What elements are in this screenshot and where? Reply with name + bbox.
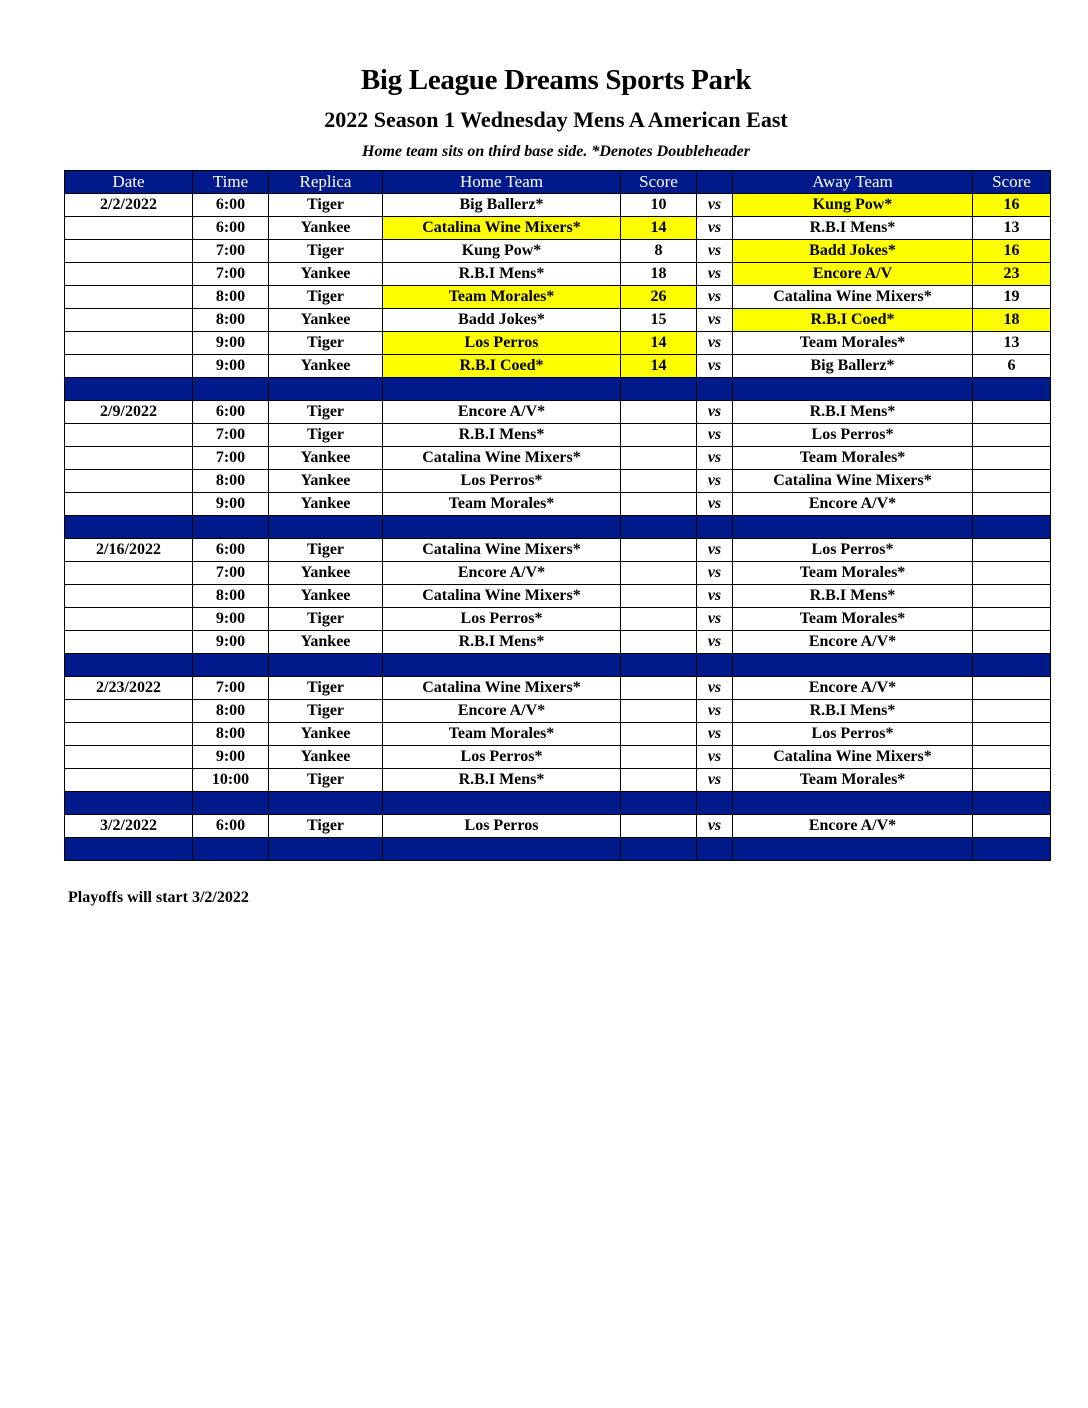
col-header-away-score: Score bbox=[973, 171, 1051, 194]
game-date bbox=[65, 309, 193, 332]
col-header-home-team: Home Team bbox=[383, 171, 621, 194]
separator-cell bbox=[193, 792, 269, 815]
vs-label: vs bbox=[697, 700, 733, 723]
game-field: Yankee bbox=[269, 585, 383, 608]
home-team: Encore A/V* bbox=[383, 700, 621, 723]
col-header-home-score: Score bbox=[621, 171, 697, 194]
table-row bbox=[65, 539, 1051, 562]
home-score bbox=[621, 700, 697, 723]
game-field: Tiger bbox=[269, 401, 383, 424]
separator-cell bbox=[973, 516, 1051, 539]
separator-cell bbox=[65, 838, 193, 861]
vs-label: vs bbox=[697, 470, 733, 493]
game-time: 7:00 bbox=[193, 263, 269, 286]
home-team: R.B.I Mens* bbox=[383, 769, 621, 792]
game-time: 6:00 bbox=[193, 194, 269, 217]
separator-cell bbox=[973, 792, 1051, 815]
game-date bbox=[65, 746, 193, 769]
home-team: Badd Jokes* bbox=[383, 309, 621, 332]
game-field: Yankee bbox=[269, 263, 383, 286]
table-row bbox=[65, 700, 1051, 723]
game-field: Tiger bbox=[269, 332, 383, 355]
game-date bbox=[65, 631, 193, 654]
vs-label: vs bbox=[697, 355, 733, 378]
home-team: Team Morales* bbox=[383, 286, 621, 309]
game-field: Tiger bbox=[269, 700, 383, 723]
away-team: Catalina Wine Mixers* bbox=[733, 746, 973, 769]
game-date bbox=[65, 723, 193, 746]
separator-cell bbox=[65, 378, 193, 401]
separator-cell bbox=[269, 838, 383, 861]
game-date: 2/16/2022 bbox=[65, 539, 193, 562]
separator-cell bbox=[65, 516, 193, 539]
away-score bbox=[973, 493, 1051, 516]
vs-label: vs bbox=[697, 493, 733, 516]
vs-label: vs bbox=[697, 332, 733, 355]
separator-cell bbox=[269, 516, 383, 539]
away-team: Catalina Wine Mixers* bbox=[733, 470, 973, 493]
game-time: 9:00 bbox=[193, 631, 269, 654]
away-team: R.B.I Mens* bbox=[733, 217, 973, 240]
table-row bbox=[65, 815, 1051, 838]
page-title: Big League Dreams Sports Park bbox=[360, 64, 752, 96]
home-score bbox=[621, 447, 697, 470]
away-score: 16 bbox=[973, 240, 1051, 263]
home-score bbox=[621, 585, 697, 608]
home-team: R.B.I Coed* bbox=[383, 355, 621, 378]
separator-cell bbox=[973, 838, 1051, 861]
separator-cell bbox=[269, 654, 383, 677]
game-time: 10:00 bbox=[193, 769, 269, 792]
separator-cell bbox=[733, 654, 973, 677]
game-field: Yankee bbox=[269, 746, 383, 769]
away-team: Team Morales* bbox=[733, 608, 973, 631]
game-field: Yankee bbox=[269, 309, 383, 332]
col-header-vs bbox=[697, 171, 733, 194]
separator-cell bbox=[697, 654, 733, 677]
away-score: 16 bbox=[973, 194, 1051, 217]
separator-cell bbox=[697, 516, 733, 539]
home-team: Encore A/V* bbox=[383, 401, 621, 424]
table-row bbox=[65, 631, 1051, 654]
home-team: Catalina Wine Mixers* bbox=[383, 677, 621, 700]
vs-label: vs bbox=[697, 263, 733, 286]
game-field: Tiger bbox=[269, 677, 383, 700]
table-row bbox=[65, 424, 1051, 447]
separator-cell bbox=[697, 378, 733, 401]
separator-cell bbox=[383, 654, 621, 677]
table-row bbox=[65, 194, 1051, 217]
away-team: Encore A/V* bbox=[733, 815, 973, 838]
home-score: 8 bbox=[621, 240, 697, 263]
separator-cell bbox=[269, 792, 383, 815]
away-score: 23 bbox=[973, 263, 1051, 286]
game-date bbox=[65, 562, 193, 585]
vs-label: vs bbox=[697, 424, 733, 447]
home-team: Team Morales* bbox=[383, 723, 621, 746]
game-time: 9:00 bbox=[193, 332, 269, 355]
home-score bbox=[621, 677, 697, 700]
away-score: 18 bbox=[973, 309, 1051, 332]
game-time: 7:00 bbox=[193, 240, 269, 263]
game-time: 6:00 bbox=[193, 539, 269, 562]
game-date bbox=[65, 332, 193, 355]
table-row bbox=[65, 401, 1051, 424]
home-team: Los Perros* bbox=[383, 608, 621, 631]
game-time: 7:00 bbox=[193, 562, 269, 585]
away-score bbox=[973, 631, 1051, 654]
table-row bbox=[65, 493, 1051, 516]
separator-cell bbox=[193, 654, 269, 677]
away-team: Team Morales* bbox=[733, 447, 973, 470]
game-date bbox=[65, 769, 193, 792]
game-date bbox=[65, 355, 193, 378]
separator-cell bbox=[621, 378, 697, 401]
schedule-table bbox=[64, 170, 1051, 861]
game-time: 8:00 bbox=[193, 470, 269, 493]
home-score bbox=[621, 493, 697, 516]
vs-label: vs bbox=[697, 447, 733, 470]
home-score bbox=[621, 608, 697, 631]
game-field: Tiger bbox=[269, 286, 383, 309]
home-team: R.B.I Mens* bbox=[383, 424, 621, 447]
away-score bbox=[973, 562, 1051, 585]
away-score bbox=[973, 424, 1051, 447]
week-separator-row bbox=[65, 378, 1051, 401]
away-score bbox=[973, 723, 1051, 746]
away-score bbox=[973, 608, 1051, 631]
vs-label: vs bbox=[697, 286, 733, 309]
game-time: 8:00 bbox=[193, 585, 269, 608]
game-time: 8:00 bbox=[193, 723, 269, 746]
away-score bbox=[973, 815, 1051, 838]
separator-cell bbox=[697, 792, 733, 815]
game-date bbox=[65, 585, 193, 608]
home-team: Kung Pow* bbox=[383, 240, 621, 263]
home-team: R.B.I Mens* bbox=[383, 631, 621, 654]
vs-label: vs bbox=[697, 217, 733, 240]
table-row bbox=[65, 562, 1051, 585]
separator-cell bbox=[65, 792, 193, 815]
separator-cell bbox=[621, 792, 697, 815]
table-row bbox=[65, 723, 1051, 746]
game-field: Yankee bbox=[269, 631, 383, 654]
game-field: Yankee bbox=[269, 562, 383, 585]
col-header-replica: Replica bbox=[269, 171, 383, 194]
vs-label: vs bbox=[697, 746, 733, 769]
vs-label: vs bbox=[697, 815, 733, 838]
away-score bbox=[973, 585, 1051, 608]
away-team: Encore A/V* bbox=[733, 493, 973, 516]
home-score bbox=[621, 746, 697, 769]
away-score bbox=[973, 700, 1051, 723]
game-time: 7:00 bbox=[193, 447, 269, 470]
away-score bbox=[973, 539, 1051, 562]
away-team: Los Perros* bbox=[733, 539, 973, 562]
separator-cell bbox=[383, 838, 621, 861]
home-team: Catalina Wine Mixers* bbox=[383, 217, 621, 240]
week-separator-row bbox=[65, 792, 1051, 815]
separator-cell bbox=[733, 792, 973, 815]
home-score bbox=[621, 401, 697, 424]
separator-cell bbox=[973, 654, 1051, 677]
home-team: Catalina Wine Mixers* bbox=[383, 585, 621, 608]
game-time: 9:00 bbox=[193, 746, 269, 769]
away-team: R.B.I Coed* bbox=[733, 309, 973, 332]
separator-cell bbox=[697, 838, 733, 861]
game-time: 7:00 bbox=[193, 677, 269, 700]
game-time: 8:00 bbox=[193, 700, 269, 723]
vs-label: vs bbox=[697, 562, 733, 585]
col-header-date: Date bbox=[65, 171, 193, 194]
game-date bbox=[65, 217, 193, 240]
schedule-note: Home team sits on third base side. *Denotes Doubleheader bbox=[362, 143, 750, 160]
home-team: Big Ballerz* bbox=[383, 194, 621, 217]
away-score bbox=[973, 447, 1051, 470]
table-row bbox=[65, 677, 1051, 700]
vs-label: vs bbox=[697, 723, 733, 746]
home-score: 14 bbox=[621, 217, 697, 240]
week-separator-row bbox=[65, 838, 1051, 861]
table-row bbox=[65, 746, 1051, 769]
game-date: 3/2/2022 bbox=[65, 815, 193, 838]
separator-cell bbox=[733, 516, 973, 539]
game-field: Yankee bbox=[269, 470, 383, 493]
away-score bbox=[973, 746, 1051, 769]
home-team: Los Perros bbox=[383, 815, 621, 838]
vs-label: vs bbox=[697, 608, 733, 631]
game-date bbox=[65, 700, 193, 723]
home-score bbox=[621, 631, 697, 654]
game-field: Tiger bbox=[269, 539, 383, 562]
week-separator-row bbox=[65, 516, 1051, 539]
table-row bbox=[65, 355, 1051, 378]
separator-cell bbox=[269, 378, 383, 401]
home-score bbox=[621, 539, 697, 562]
vs-label: vs bbox=[697, 401, 733, 424]
home-score: 14 bbox=[621, 332, 697, 355]
separator-cell bbox=[621, 838, 697, 861]
table-row bbox=[65, 585, 1051, 608]
away-team: Catalina Wine Mixers* bbox=[733, 286, 973, 309]
home-score bbox=[621, 470, 697, 493]
week-separator-row bbox=[65, 654, 1051, 677]
vs-label: vs bbox=[697, 677, 733, 700]
home-team: R.B.I Mens* bbox=[383, 263, 621, 286]
away-team: Los Perros* bbox=[733, 723, 973, 746]
game-time: 6:00 bbox=[193, 401, 269, 424]
separator-cell bbox=[383, 378, 621, 401]
vs-label: vs bbox=[697, 240, 733, 263]
game-time: 8:00 bbox=[193, 309, 269, 332]
game-field: Tiger bbox=[269, 815, 383, 838]
home-score: 26 bbox=[621, 286, 697, 309]
col-header-away-team: Away Team bbox=[733, 171, 973, 194]
home-score: 10 bbox=[621, 194, 697, 217]
game-date: 2/2/2022 bbox=[65, 194, 193, 217]
game-date bbox=[65, 447, 193, 470]
game-date bbox=[65, 608, 193, 631]
away-team: Encore A/V* bbox=[733, 677, 973, 700]
away-score bbox=[973, 677, 1051, 700]
away-score bbox=[973, 401, 1051, 424]
separator-cell bbox=[621, 654, 697, 677]
game-time: 9:00 bbox=[193, 355, 269, 378]
away-team: R.B.I Mens* bbox=[733, 401, 973, 424]
game-date bbox=[65, 263, 193, 286]
header-row bbox=[65, 171, 1051, 194]
separator-cell bbox=[193, 516, 269, 539]
page-subtitle: 2022 Season 1 Wednesday Mens A American East bbox=[324, 107, 788, 132]
away-team: Badd Jokes* bbox=[733, 240, 973, 263]
home-score bbox=[621, 424, 697, 447]
separator-cell bbox=[621, 516, 697, 539]
table-row bbox=[65, 470, 1051, 493]
game-date bbox=[65, 493, 193, 516]
away-team: R.B.I Mens* bbox=[733, 585, 973, 608]
home-score bbox=[621, 562, 697, 585]
away-team: Team Morales* bbox=[733, 769, 973, 792]
home-team: Encore A/V* bbox=[383, 562, 621, 585]
home-score bbox=[621, 815, 697, 838]
table-row bbox=[65, 263, 1051, 286]
game-field: Tiger bbox=[269, 194, 383, 217]
away-team: Encore A/V bbox=[733, 263, 973, 286]
game-time: 9:00 bbox=[193, 493, 269, 516]
game-date bbox=[65, 240, 193, 263]
game-time: 6:00 bbox=[193, 815, 269, 838]
game-time: 6:00 bbox=[193, 217, 269, 240]
separator-cell bbox=[973, 378, 1051, 401]
game-date: 2/9/2022 bbox=[65, 401, 193, 424]
playoffs-note: Playoffs will start 3/2/2022 bbox=[68, 889, 249, 906]
home-score: 14 bbox=[621, 355, 697, 378]
home-team: Team Morales* bbox=[383, 493, 621, 516]
home-score: 18 bbox=[621, 263, 697, 286]
table-row bbox=[65, 240, 1051, 263]
col-header-time: Time bbox=[193, 171, 269, 194]
schedule-body bbox=[65, 194, 1051, 861]
away-team: Kung Pow* bbox=[733, 194, 973, 217]
vs-label: vs bbox=[697, 585, 733, 608]
separator-cell bbox=[193, 838, 269, 861]
away-score bbox=[973, 470, 1051, 493]
game-field: Yankee bbox=[269, 723, 383, 746]
table-row bbox=[65, 332, 1051, 355]
away-score bbox=[973, 769, 1051, 792]
game-field: Yankee bbox=[269, 217, 383, 240]
vs-label: vs bbox=[697, 309, 733, 332]
home-team: Los Perros* bbox=[383, 470, 621, 493]
table-row bbox=[65, 309, 1051, 332]
game-field: Tiger bbox=[269, 240, 383, 263]
game-field: Tiger bbox=[269, 608, 383, 631]
away-score: 19 bbox=[973, 286, 1051, 309]
vs-label: vs bbox=[697, 631, 733, 654]
home-team: Los Perros bbox=[383, 332, 621, 355]
away-team: Big Ballerz* bbox=[733, 355, 973, 378]
away-team: Los Perros* bbox=[733, 424, 973, 447]
separator-cell bbox=[193, 378, 269, 401]
away-team: Team Morales* bbox=[733, 332, 973, 355]
away-score: 13 bbox=[973, 217, 1051, 240]
game-date: 2/23/2022 bbox=[65, 677, 193, 700]
home-team: Catalina Wine Mixers* bbox=[383, 539, 621, 562]
game-date bbox=[65, 286, 193, 309]
away-team: Team Morales* bbox=[733, 562, 973, 585]
game-field: Yankee bbox=[269, 447, 383, 470]
separator-cell bbox=[733, 838, 973, 861]
home-score bbox=[621, 723, 697, 746]
table-row bbox=[65, 769, 1051, 792]
vs-label: vs bbox=[697, 194, 733, 217]
home-team: Los Perros* bbox=[383, 746, 621, 769]
game-time: 7:00 bbox=[193, 424, 269, 447]
vs-label: vs bbox=[697, 769, 733, 792]
table-row bbox=[65, 217, 1051, 240]
separator-cell bbox=[733, 378, 973, 401]
game-time: 8:00 bbox=[193, 286, 269, 309]
separator-cell bbox=[383, 792, 621, 815]
away-score: 6 bbox=[973, 355, 1051, 378]
table-row bbox=[65, 608, 1051, 631]
away-team: Encore A/V* bbox=[733, 631, 973, 654]
game-field: Tiger bbox=[269, 769, 383, 792]
separator-cell bbox=[65, 654, 193, 677]
vs-label: vs bbox=[697, 539, 733, 562]
game-time: 9:00 bbox=[193, 608, 269, 631]
game-field: Tiger bbox=[269, 424, 383, 447]
game-date bbox=[65, 470, 193, 493]
separator-cell bbox=[383, 516, 621, 539]
home-score bbox=[621, 769, 697, 792]
game-field: Yankee bbox=[269, 493, 383, 516]
home-team: Catalina Wine Mixers* bbox=[383, 447, 621, 470]
table-row bbox=[65, 447, 1051, 470]
home-score: 15 bbox=[621, 309, 697, 332]
game-field: Yankee bbox=[269, 355, 383, 378]
table-row bbox=[65, 286, 1051, 309]
away-team: R.B.I Mens* bbox=[733, 700, 973, 723]
game-date bbox=[65, 424, 193, 447]
away-score: 13 bbox=[973, 332, 1051, 355]
